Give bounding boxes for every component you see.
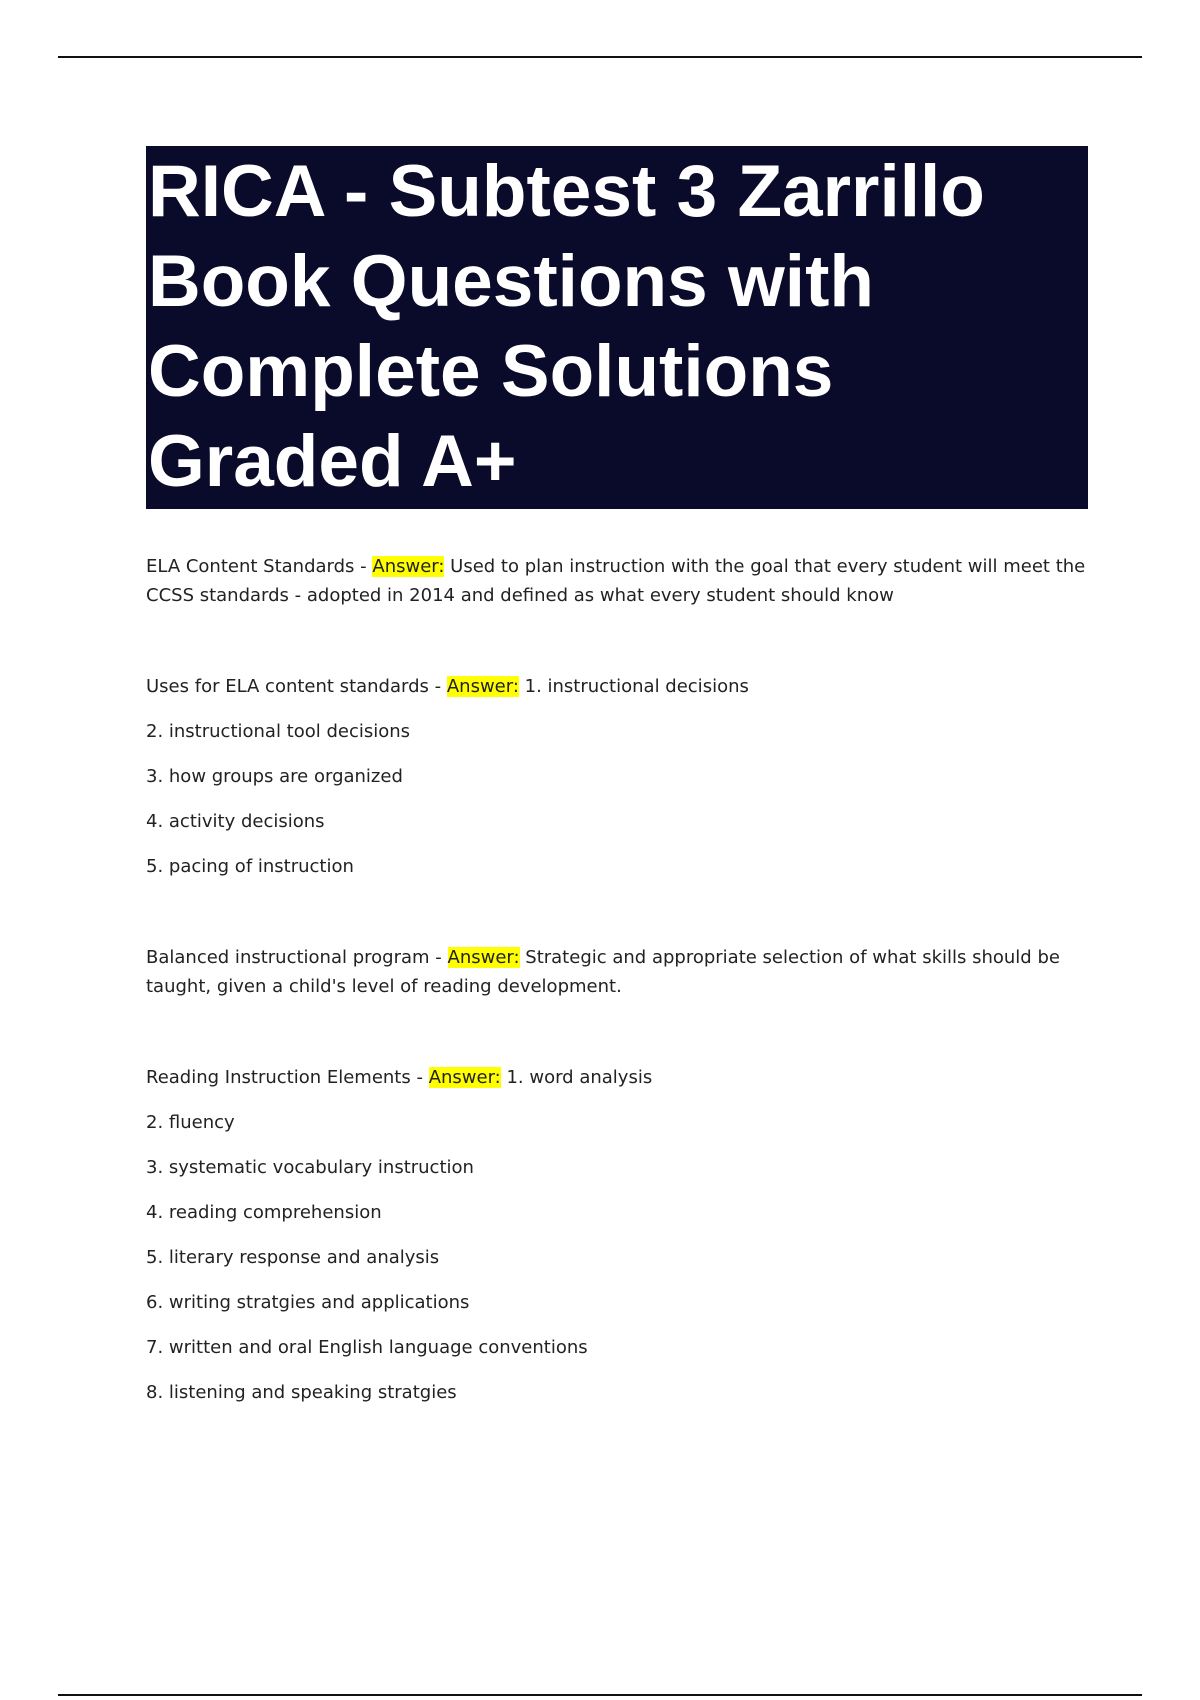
list-item: 5. pacing of instruction xyxy=(146,856,354,877)
answer-text: 1. instructional decisions xyxy=(518,676,749,697)
question-text: Balanced instructional program - xyxy=(146,947,448,968)
list-item: 3. how groups are organized xyxy=(146,766,403,787)
list-item: 2. instructional tool decisions xyxy=(146,721,411,742)
document-title: RICA - Subtest 3 Zarrillo Book Questions with Complete Solutions Graded A+ xyxy=(148,151,985,502)
answer-text: Strategic and appropriate selection of what skills should be taught, given a child's level of reading development. xyxy=(146,947,1060,997)
list-item: 3. systematic vocabulary instruction xyxy=(146,1157,474,1178)
question-text: ELA Content Standards - xyxy=(146,556,373,577)
qa-line xyxy=(146,552,1096,610)
answer-label: Answer: xyxy=(428,1067,501,1088)
qa-content xyxy=(146,552,1096,1407)
qa-item-balanced-program xyxy=(146,943,1096,1001)
qa-item-reading-elements xyxy=(146,1063,1096,1407)
header-rule xyxy=(58,56,1142,58)
answer-label: Answer: xyxy=(446,676,519,697)
list-item: 4. reading comprehension xyxy=(146,1202,382,1223)
qa-item-ela-content-standards xyxy=(146,552,1096,610)
qa-line xyxy=(146,1063,1096,1092)
answer-label: Answer: xyxy=(447,947,520,968)
question-text: Reading Instruction Elements - xyxy=(146,1067,429,1088)
list-item: 7. written and oral English language conventions xyxy=(146,1337,588,1358)
answer-text: 1. word analysis xyxy=(500,1067,653,1088)
list-item: 4. activity decisions xyxy=(146,811,325,832)
footer-rule xyxy=(58,1694,1142,1696)
list-item: 5. literary response and analysis xyxy=(146,1247,440,1268)
list-item: 6. writing stratgies and applications xyxy=(146,1292,470,1313)
answer-label: Answer: xyxy=(372,556,445,577)
question-text: Uses for ELA content standards - xyxy=(146,676,447,697)
list-item: 2. fluency xyxy=(146,1112,235,1133)
list-item: 8. listening and speaking stratgies xyxy=(146,1382,457,1403)
qa-line xyxy=(146,943,1096,1001)
title-banner xyxy=(146,146,1088,509)
qa-line xyxy=(146,672,1096,701)
qa-item-uses-for-ela xyxy=(146,672,1096,881)
answer-text: Used to plan instruction with the goal that every student will meet the CCSS standards - adopted in 2014 and defined as what every student should know xyxy=(146,556,1086,606)
